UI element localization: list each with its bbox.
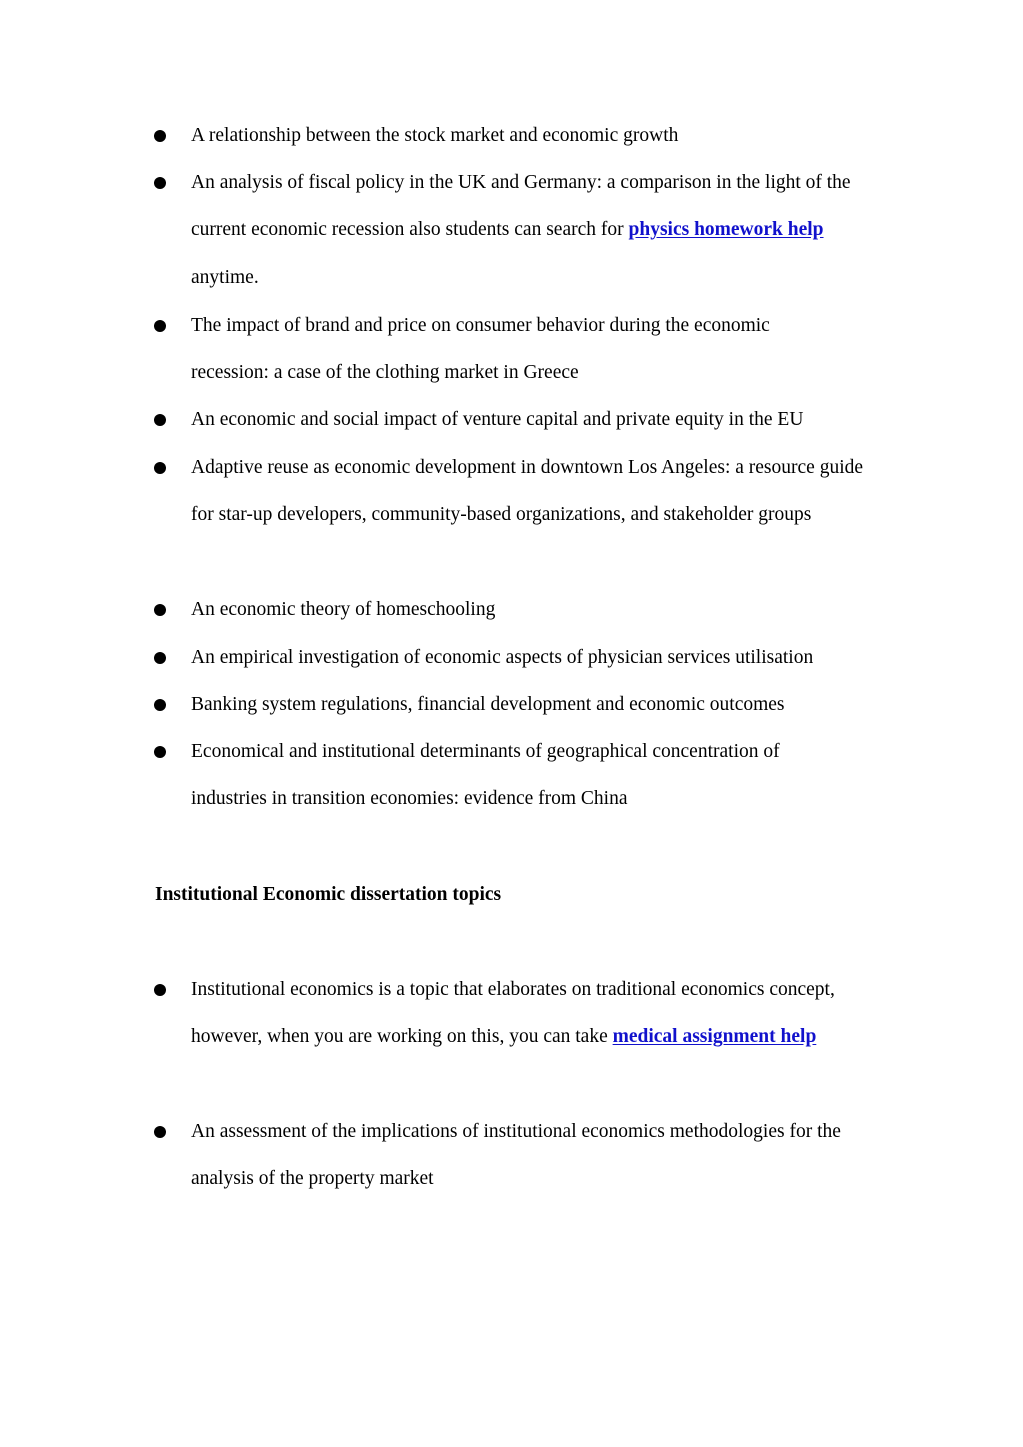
- list-item-text: An assessment of the implications of institutional economics methodologies for the analysis of the property market: [191, 1121, 841, 1190]
- bullet-icon: [154, 604, 166, 616]
- list-item: [191, 112, 881, 159]
- bullet-icon: [154, 1126, 166, 1138]
- list-item-text: The impact of brand and price on consumer behavior during the economic recession: a case of the clothing market in Greece: [191, 315, 770, 384]
- list-item: [191, 586, 881, 633]
- medical-assignment-help-link[interactable]: medical assignment help: [612, 1026, 817, 1048]
- list-item-text: An empirical investigation of economic aspects of physician services utilisation: [191, 647, 814, 668]
- list-item: [191, 966, 891, 1061]
- bullet-icon: [154, 699, 166, 711]
- list-item: [191, 396, 881, 443]
- bullet-icon: [154, 320, 166, 332]
- list-item-text: Banking system regulations, financial development and economic outcomes: [191, 694, 785, 715]
- list-item-text: An economic and social impact of venture capital and private equity in the EU: [191, 409, 804, 430]
- bullet-icon: [154, 414, 166, 426]
- list-item: [191, 159, 866, 301]
- list-item-text: anytime.: [191, 266, 259, 288]
- list-item: [191, 302, 831, 397]
- list-item: [191, 1108, 861, 1203]
- bullet-icon: [154, 130, 166, 142]
- list-item-text: Economical and institutional determinants of geographical concentration of industries in transition economies: evidence from China: [191, 741, 780, 810]
- physics-homework-help-link[interactable]: physics homework help: [628, 219, 824, 241]
- list-item: [191, 728, 831, 823]
- list-item-text: Institutional economics is a topic that elaborates on traditional economics concept, however, when you are working on this, you can take: [191, 979, 835, 1048]
- list-item: [191, 681, 881, 728]
- bullet-icon: [154, 462, 166, 474]
- list-item-text: An analysis of fiscal policy in the UK and Germany: a comparison in the light of the current economic recession also students can search for: [191, 172, 851, 241]
- list-item-text: An economic theory of homeschooling: [191, 599, 496, 620]
- bullet-icon: [154, 652, 166, 664]
- bullet-icon: [154, 177, 166, 189]
- list-item-text: Adaptive reuse as economic development in downtown Los Angeles: a resource guide for star-up developers, community-based organizations, and stakeholder groups: [191, 457, 864, 526]
- list-item-text: A relationship between the stock market and economic growth: [191, 125, 679, 146]
- list-item: [191, 444, 871, 539]
- bullet-icon: [154, 984, 166, 996]
- list-item: [191, 634, 881, 681]
- bullet-icon: [154, 746, 166, 758]
- section-heading: Institutional Economic dissertation topics: [155, 884, 502, 905]
